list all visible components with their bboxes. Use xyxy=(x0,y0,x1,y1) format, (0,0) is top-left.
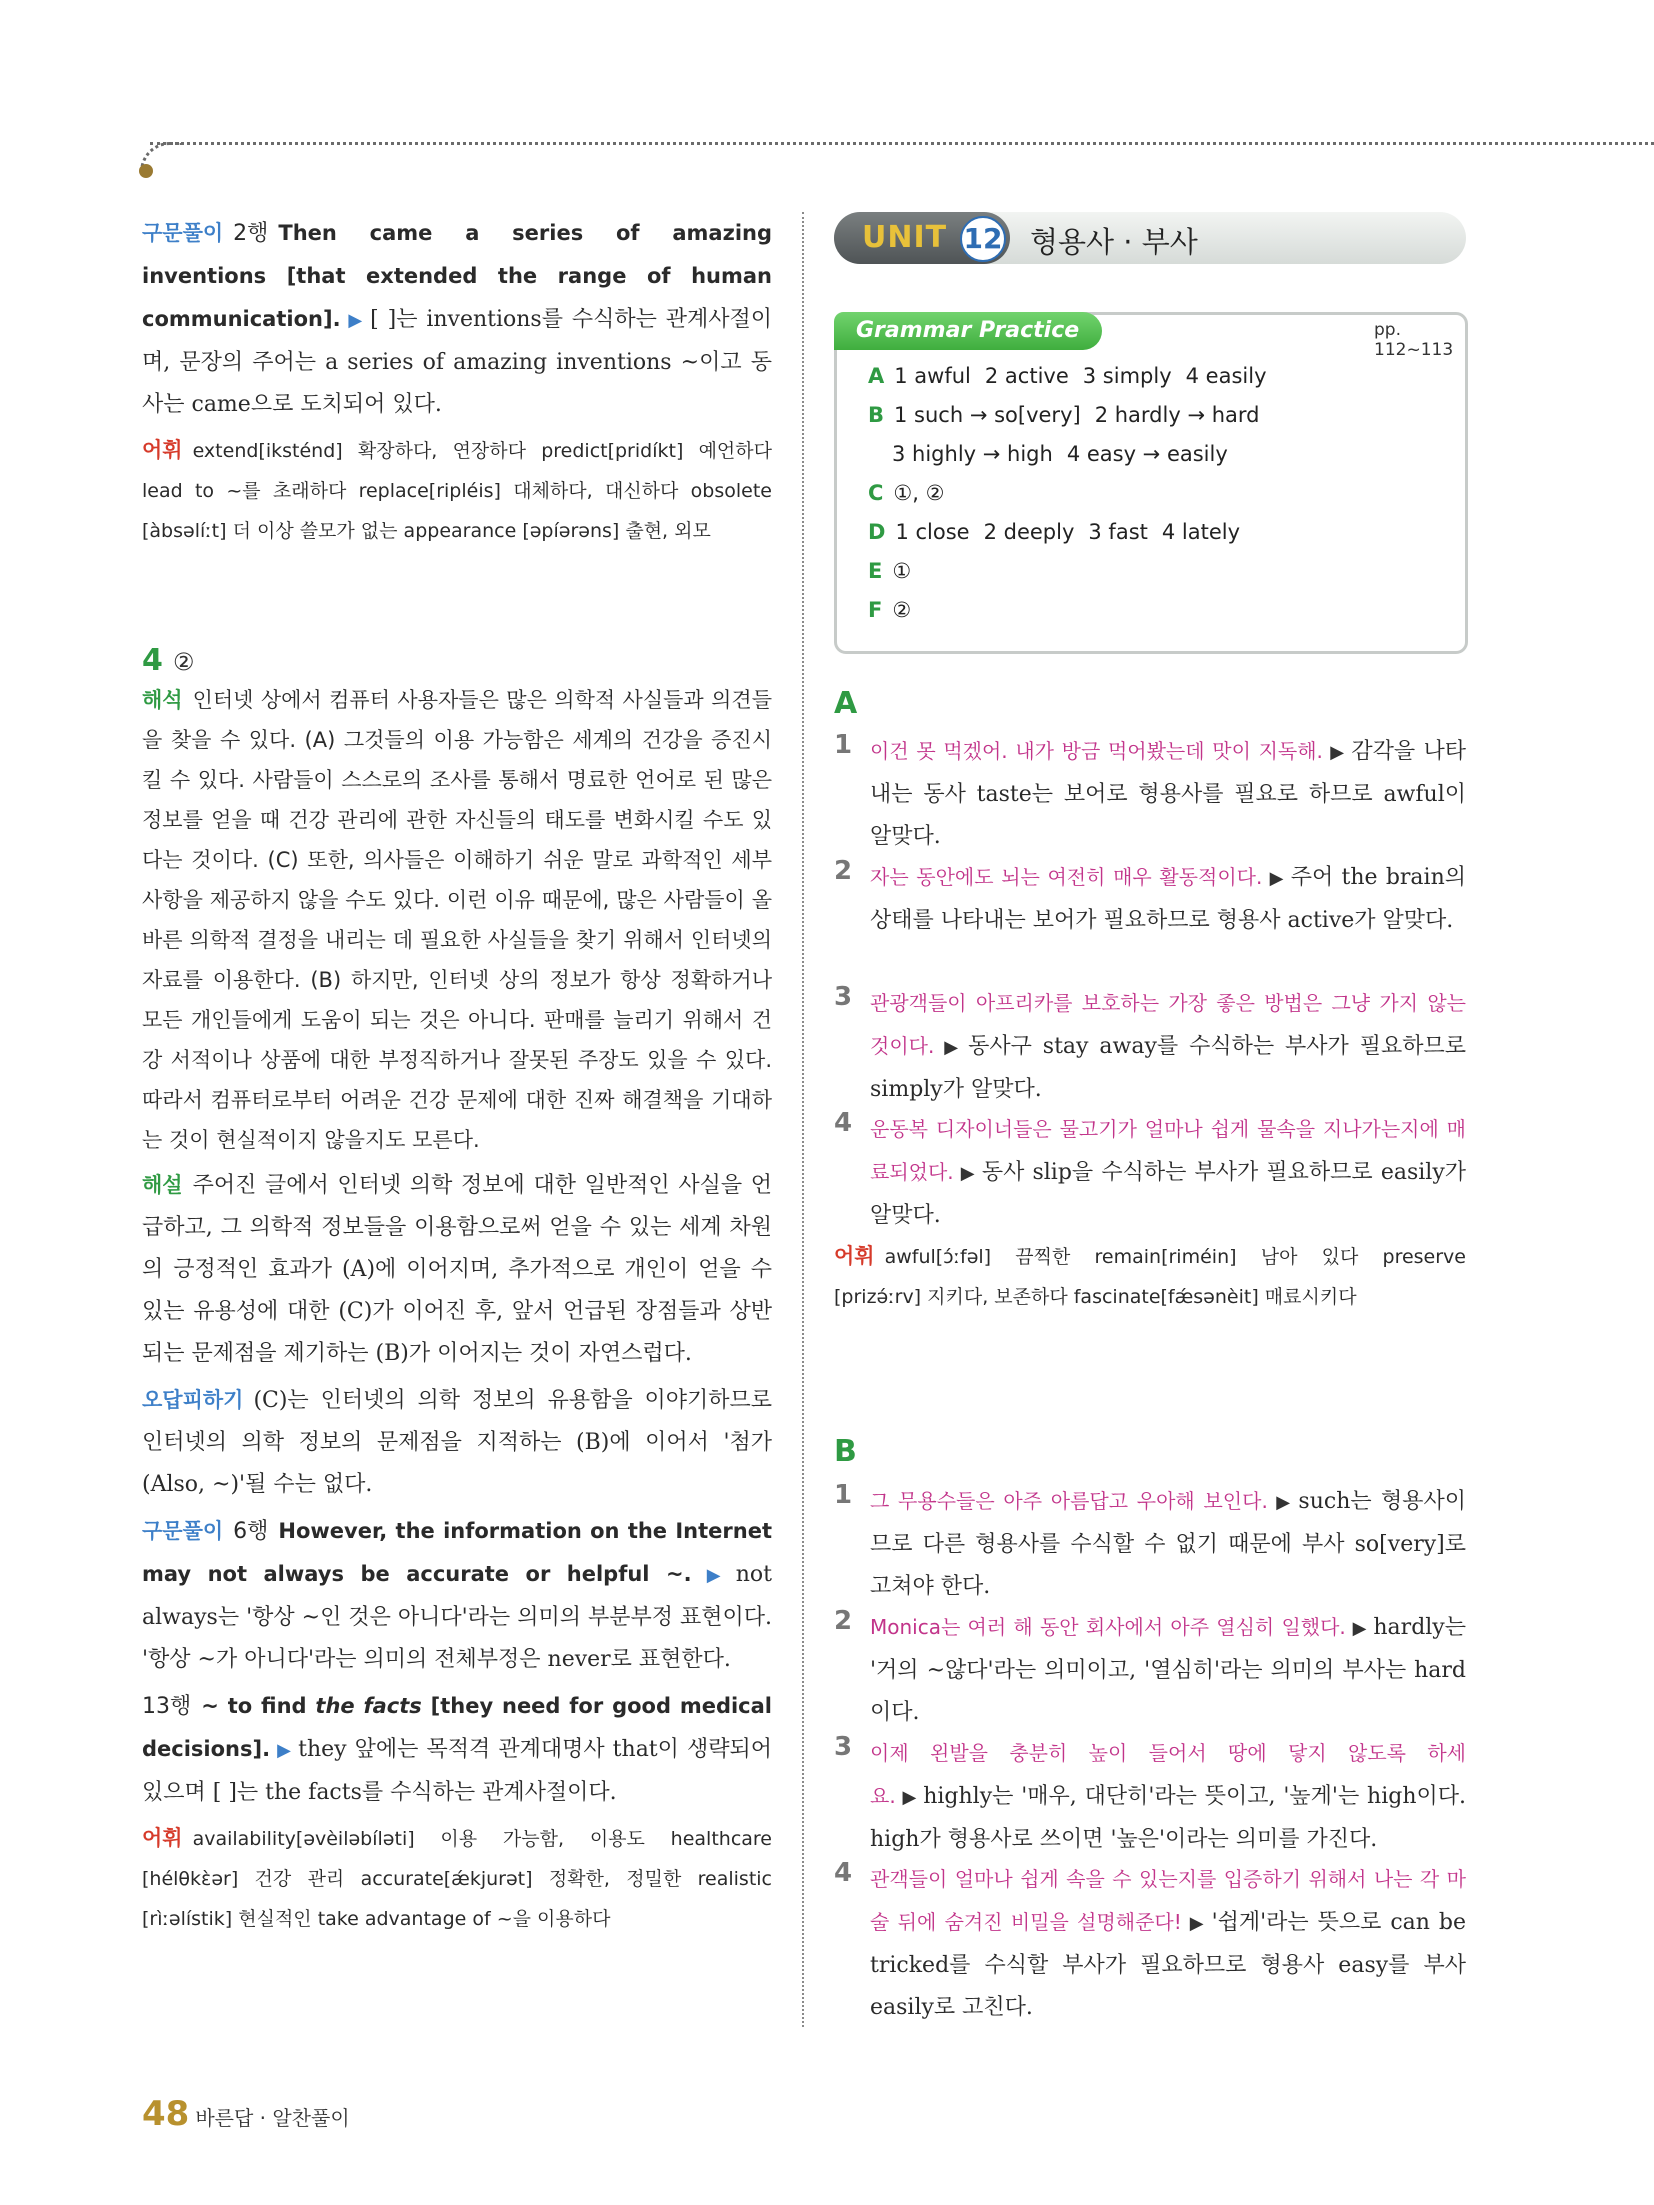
syntax-note-2 xyxy=(142,1510,772,1681)
syntax-note-1 xyxy=(142,212,772,426)
triangle-icon: ▶ xyxy=(1273,1492,1293,1513)
explanation-block xyxy=(142,1164,772,1375)
example-sentence-part: [they need for good medical decisions]. xyxy=(142,1694,772,1761)
unit-header xyxy=(834,212,1466,264)
line-ref: 6행 xyxy=(233,1519,269,1544)
triangle-icon: ▶ xyxy=(697,1565,730,1586)
answer-item: 1 close xyxy=(895,520,970,544)
korean-translation: 관광객들이 아프리카를 보호하는 가장 좋은 방법은 그냥 가지 않는 것이다. xyxy=(870,991,1466,1058)
section-a-item-3 xyxy=(834,982,1466,1111)
question-number: 4 xyxy=(142,643,163,678)
syntax-note-3 xyxy=(142,1685,772,1814)
answer-item: 3 fast xyxy=(1088,520,1148,544)
answer-key: D xyxy=(868,520,886,544)
vocab-text: extend[iksténd] 확장하다, 연장하다 predict[pridíkt] 예언하다 lead to ~를 초래하다 replace[ripléis] 대체하다, 대신하다 obsolete [àbsəlíːt] 더 이상 쓸모가 없는 appearance [əpíərəns] 출현, 외모 xyxy=(142,440,772,542)
korean-translation: 이건 못 먹겠어. 내가 방금 먹어봤는데 맛이 지독해. xyxy=(870,739,1323,763)
syntax-explanation: not always는 '항상 ~인 것은 아니다'라는 의미의 부분부정 표현이다. '항상 ~가 아니다'라는 의미의 전체부정은 never로 표현한다. xyxy=(142,1562,772,1672)
example-sentence: Then came a series of amazing inventions [that extended the range of human communication]. xyxy=(142,221,772,331)
translation-block xyxy=(142,680,772,1160)
header-dot xyxy=(139,164,153,178)
answer-row-c xyxy=(868,481,958,505)
answer-row-b xyxy=(868,403,1274,427)
explanation-text: 주어진 글에서 인터넷 의학 정보에 대한 일반적인 사실을 언급하고, 그 의학적 정보들을 이용함으로써 얻을 수 있는 세계 차원의 긍정적인 효과가 (A)에 이어지며, 추가적으로 개인이 얻을 수 있는 유용성에 대한 (C)가 이어진 후, 앞서 언급된 장점들과 상반되는 문제점을 제기하는 (B)가 이어지는 것이 자연스럽다. xyxy=(142,1173,772,1366)
header-dotted-line xyxy=(150,142,1654,145)
page-reference: pp. 112~113 xyxy=(1374,320,1454,360)
translation-label: 해석 xyxy=(142,688,183,712)
column-divider xyxy=(802,212,804,2027)
answer-row-f xyxy=(868,598,925,622)
item-explanation: hardly는 '거의 ~않다'라는 의미이고, '열심히'라는 의미의 부사는 hard이다. xyxy=(870,1615,1466,1725)
korean-translation: 자는 동안에도 뇌는 여전히 매우 활동적이다. xyxy=(870,865,1263,889)
answer-key: C xyxy=(868,481,884,505)
unit-pill xyxy=(834,212,1010,264)
answer-item: 3 simply xyxy=(1082,364,1172,388)
item-number: 2 xyxy=(834,856,853,886)
translation-text: 인터넷 상에서 컴퓨터 사용자들은 많은 의학적 사실들과 의견들을 찾을 수 있다. (A) 그것들의 이용 가능함은 세계의 건강을 증진시킬 수 있다. 사람들이 스스로의 조사를 통해서 명료한 언어로 된 많은 정보를 얻을 때 건강 관리에 관한 자신들의 태도를 변화시킬 수도 있다는 것이다. (C) 또한, 의사들은 이해하기 쉬운 말로 과학적인 세부 사항을 제공하지 않을 수도 있다. 이런 이유 때문에, 많은 사람들이 올바른 의학적 결정을 내리는 데 필요한 사실들을 찾기 위해서 인터넷의 자료를 이용한다. (B) 하지만, 인터넷 상의 정보가 항상 정확하거나 모든 개인들에게 도움이 되는 것은 아니다. 판매를 늘리기 위해서 건강 서적이나 상품에 대한 부정직하거나 잘못된 주장도 있을 수 있다. 따라서 컴퓨터로부터 어려운 건강 문제에 대한 진짜 해결책을 기대하는 것이 현실적이지 않을지도 모른다. xyxy=(142,688,772,1152)
answer-item: 4 easily xyxy=(1185,364,1267,388)
line-ref: 2행 xyxy=(233,221,269,246)
wrong-answer-text: (C)는 인터넷의 의학 정보의 유용함을 이야기하므로 인터넷의 의학 정보의 문제점을 지적하는 (B)에 이어서 '첨가(Also, ~)'될 수는 없다. xyxy=(142,1388,772,1497)
answer-key: B xyxy=(868,403,885,427)
triangle-icon: ▶ xyxy=(346,310,365,331)
vocab-block-1 xyxy=(142,430,772,551)
question-answer: ② xyxy=(172,648,195,676)
unit-number: 12 xyxy=(960,216,1006,262)
example-sentence-part: ~ to find xyxy=(201,1694,316,1718)
answer-row-e xyxy=(868,559,925,583)
vocab-label: 어휘 xyxy=(834,1244,875,1268)
item-number: 1 xyxy=(834,730,853,760)
item-number: 2 xyxy=(834,1606,853,1636)
answer-row-b2 xyxy=(892,442,1242,466)
vocab-label: 어휘 xyxy=(142,438,183,462)
answer-item: 2 active xyxy=(984,364,1069,388)
section-b-title: B xyxy=(834,1434,857,1469)
item-number: 4 xyxy=(834,1108,853,1138)
item-explanation: 주어 the brain의 상태를 나타내는 보어가 필요하므로 형용사 active가 알맞다. xyxy=(870,865,1467,933)
answer-key: F xyxy=(868,598,883,622)
left-column xyxy=(142,212,772,1939)
answer-item: 1 such → so[very] xyxy=(894,403,1081,427)
triangle-icon: ▶ xyxy=(940,1037,963,1058)
vocab-label: 어휘 xyxy=(142,1826,183,1850)
section-a-item-4 xyxy=(834,1108,1466,1237)
item-number: 3 xyxy=(834,982,853,1012)
line-ref: 13행 xyxy=(142,1694,192,1719)
answer-item: ② xyxy=(892,598,912,622)
korean-translation: 이제 왼발을 충분히 높이 들어서 땅에 닿지 않도록 하세요. xyxy=(870,1741,1466,1808)
example-sentence-italic: the facts xyxy=(315,1694,422,1718)
korean-translation: 관객들이 얼마나 쉽게 속을 수 있는지를 입증하기 위해서 나는 각 마술 뒤에 숨겨진 비밀을 설명해준다! xyxy=(870,1867,1466,1934)
question-4-header xyxy=(142,643,772,678)
answer-item: 2 hardly → hard xyxy=(1094,403,1260,427)
syntax-label: 구문풀이 xyxy=(142,1519,224,1543)
section-a-item-1 xyxy=(834,730,1466,858)
section-a-vocab xyxy=(834,1236,1466,1317)
answer-key: A xyxy=(868,364,885,388)
answer-item: ①, ② xyxy=(893,481,945,505)
section-b-item-3 xyxy=(834,1732,1466,1861)
syntax-label: 구문풀이 xyxy=(142,221,224,245)
item-explanation: such는 형용사이므로 다른 형용사를 수식할 수 없기 때문에 부사 so[very]로 고쳐야 한다. xyxy=(870,1489,1467,1599)
item-explanation: 동사 slip을 수식하는 부사가 필요하므로 easily가 알맞다. xyxy=(870,1160,1466,1228)
wrong-answer-label: 오답피하기 xyxy=(142,1388,244,1412)
vocab-block-2 xyxy=(142,1818,772,1939)
item-number: 4 xyxy=(834,1858,853,1888)
answer-item: 4 easy → easily xyxy=(1066,442,1228,466)
answer-row-a xyxy=(868,364,1281,388)
triangle-icon: ▶ xyxy=(1351,1618,1368,1639)
footer-text: 바른답 · 알찬풀이 xyxy=(195,2106,350,2130)
korean-translation: Monica는 여러 해 동안 회사에서 아주 열심히 일했다. xyxy=(870,1615,1346,1639)
explanation-label: 해설 xyxy=(142,1173,183,1197)
page-footer xyxy=(142,2094,350,2134)
answer-item: 3 highly → high xyxy=(892,442,1053,466)
section-b-item-4 xyxy=(834,1858,1466,2029)
wrong-answer-block xyxy=(142,1379,772,1506)
grammar-practice-tab: Grammar Practice xyxy=(834,312,1102,350)
unit-word: UNIT xyxy=(862,220,948,255)
page-number: 48 xyxy=(142,2094,190,2134)
answer-key: E xyxy=(868,559,883,583)
item-explanation: '쉽게'라는 뜻으로 can be tricked를 수식할 부사가 필요하므로 형용사 easy를 부사 easily로 고친다. xyxy=(870,1910,1466,2020)
triangle-icon: ▶ xyxy=(901,1787,918,1808)
vocab-text: availability[əvèiləbíləti] 이용 가능함, 이용도 healthcare [hélθkɛ̀ər] 건강 관리 accurate[ǽkjurət] 정확한, 정밀한 realistic [rìːəlístik] 현실적인 take advantage of ~을 이용하다 xyxy=(142,1828,772,1930)
section-b-item-2 xyxy=(834,1606,1466,1734)
item-explanation: 동사구 stay away를 수식하는 부사가 필요하므로 simply가 알맞다. xyxy=(870,1034,1466,1102)
triangle-icon: ▶ xyxy=(959,1163,976,1184)
korean-translation: 그 무용수들은 아주 아름답고 우아해 보인다. xyxy=(870,1489,1268,1513)
syntax-explanation: they 앞에는 목적격 관계대명사 that이 생략되어 있으며 [ ]는 the facts를 수식하는 관계사절이다. xyxy=(142,1737,772,1805)
vocab-text: awful[ɔ́ːfəl] 끔찍한 remain[riméin] 남아 있다 preserve [prizə́ːrv] 지키다, 보존하다 fascinate[fǽsənèit] 매료시키다 xyxy=(834,1246,1466,1308)
syntax-explanation: [ ]는 inventions를 수식하는 관계사절이며, 문장의 주어는 a series of amazing inventions ~이고 동사는 came으로 도치되어 있다. xyxy=(142,307,772,417)
section-b-item-1 xyxy=(834,1480,1466,1608)
section-a-item-2 xyxy=(834,856,1466,942)
answer-item: ① xyxy=(892,559,912,583)
korean-translation: 운동복 디자이너들은 물고기가 얼마나 쉽게 물속을 지나가는지에 매료되었다. xyxy=(870,1117,1466,1184)
answer-item: 4 lately xyxy=(1161,520,1241,544)
item-number: 3 xyxy=(834,1732,853,1762)
answer-row-d xyxy=(868,520,1254,544)
answer-item: 2 deeply xyxy=(983,520,1075,544)
unit-title: 형용사 · 부사 xyxy=(1030,225,1198,259)
section-a-title: A xyxy=(834,686,858,721)
answer-item: 1 awful xyxy=(894,364,971,388)
item-explanation: highly는 '매우, 대단히'라는 뜻이고, '높게'는 high이다. high가 형용사로 쓰이면 '높은'이라는 의미를 가진다. xyxy=(870,1784,1466,1852)
triangle-icon: ▶ xyxy=(1328,742,1346,763)
triangle-icon: ▶ xyxy=(276,1740,293,1761)
item-number: 1 xyxy=(834,1480,853,1510)
example-sentence: However, the information on the Internet may not always be accurate or helpful ~. xyxy=(142,1519,772,1586)
triangle-icon: ▶ xyxy=(1187,1913,1206,1934)
triangle-icon: ▶ xyxy=(1268,868,1285,889)
item-explanation: 감각을 나타내는 동사 taste는 보어로 형용사를 필요로 하므로 awful이 알맞다. xyxy=(870,739,1466,849)
